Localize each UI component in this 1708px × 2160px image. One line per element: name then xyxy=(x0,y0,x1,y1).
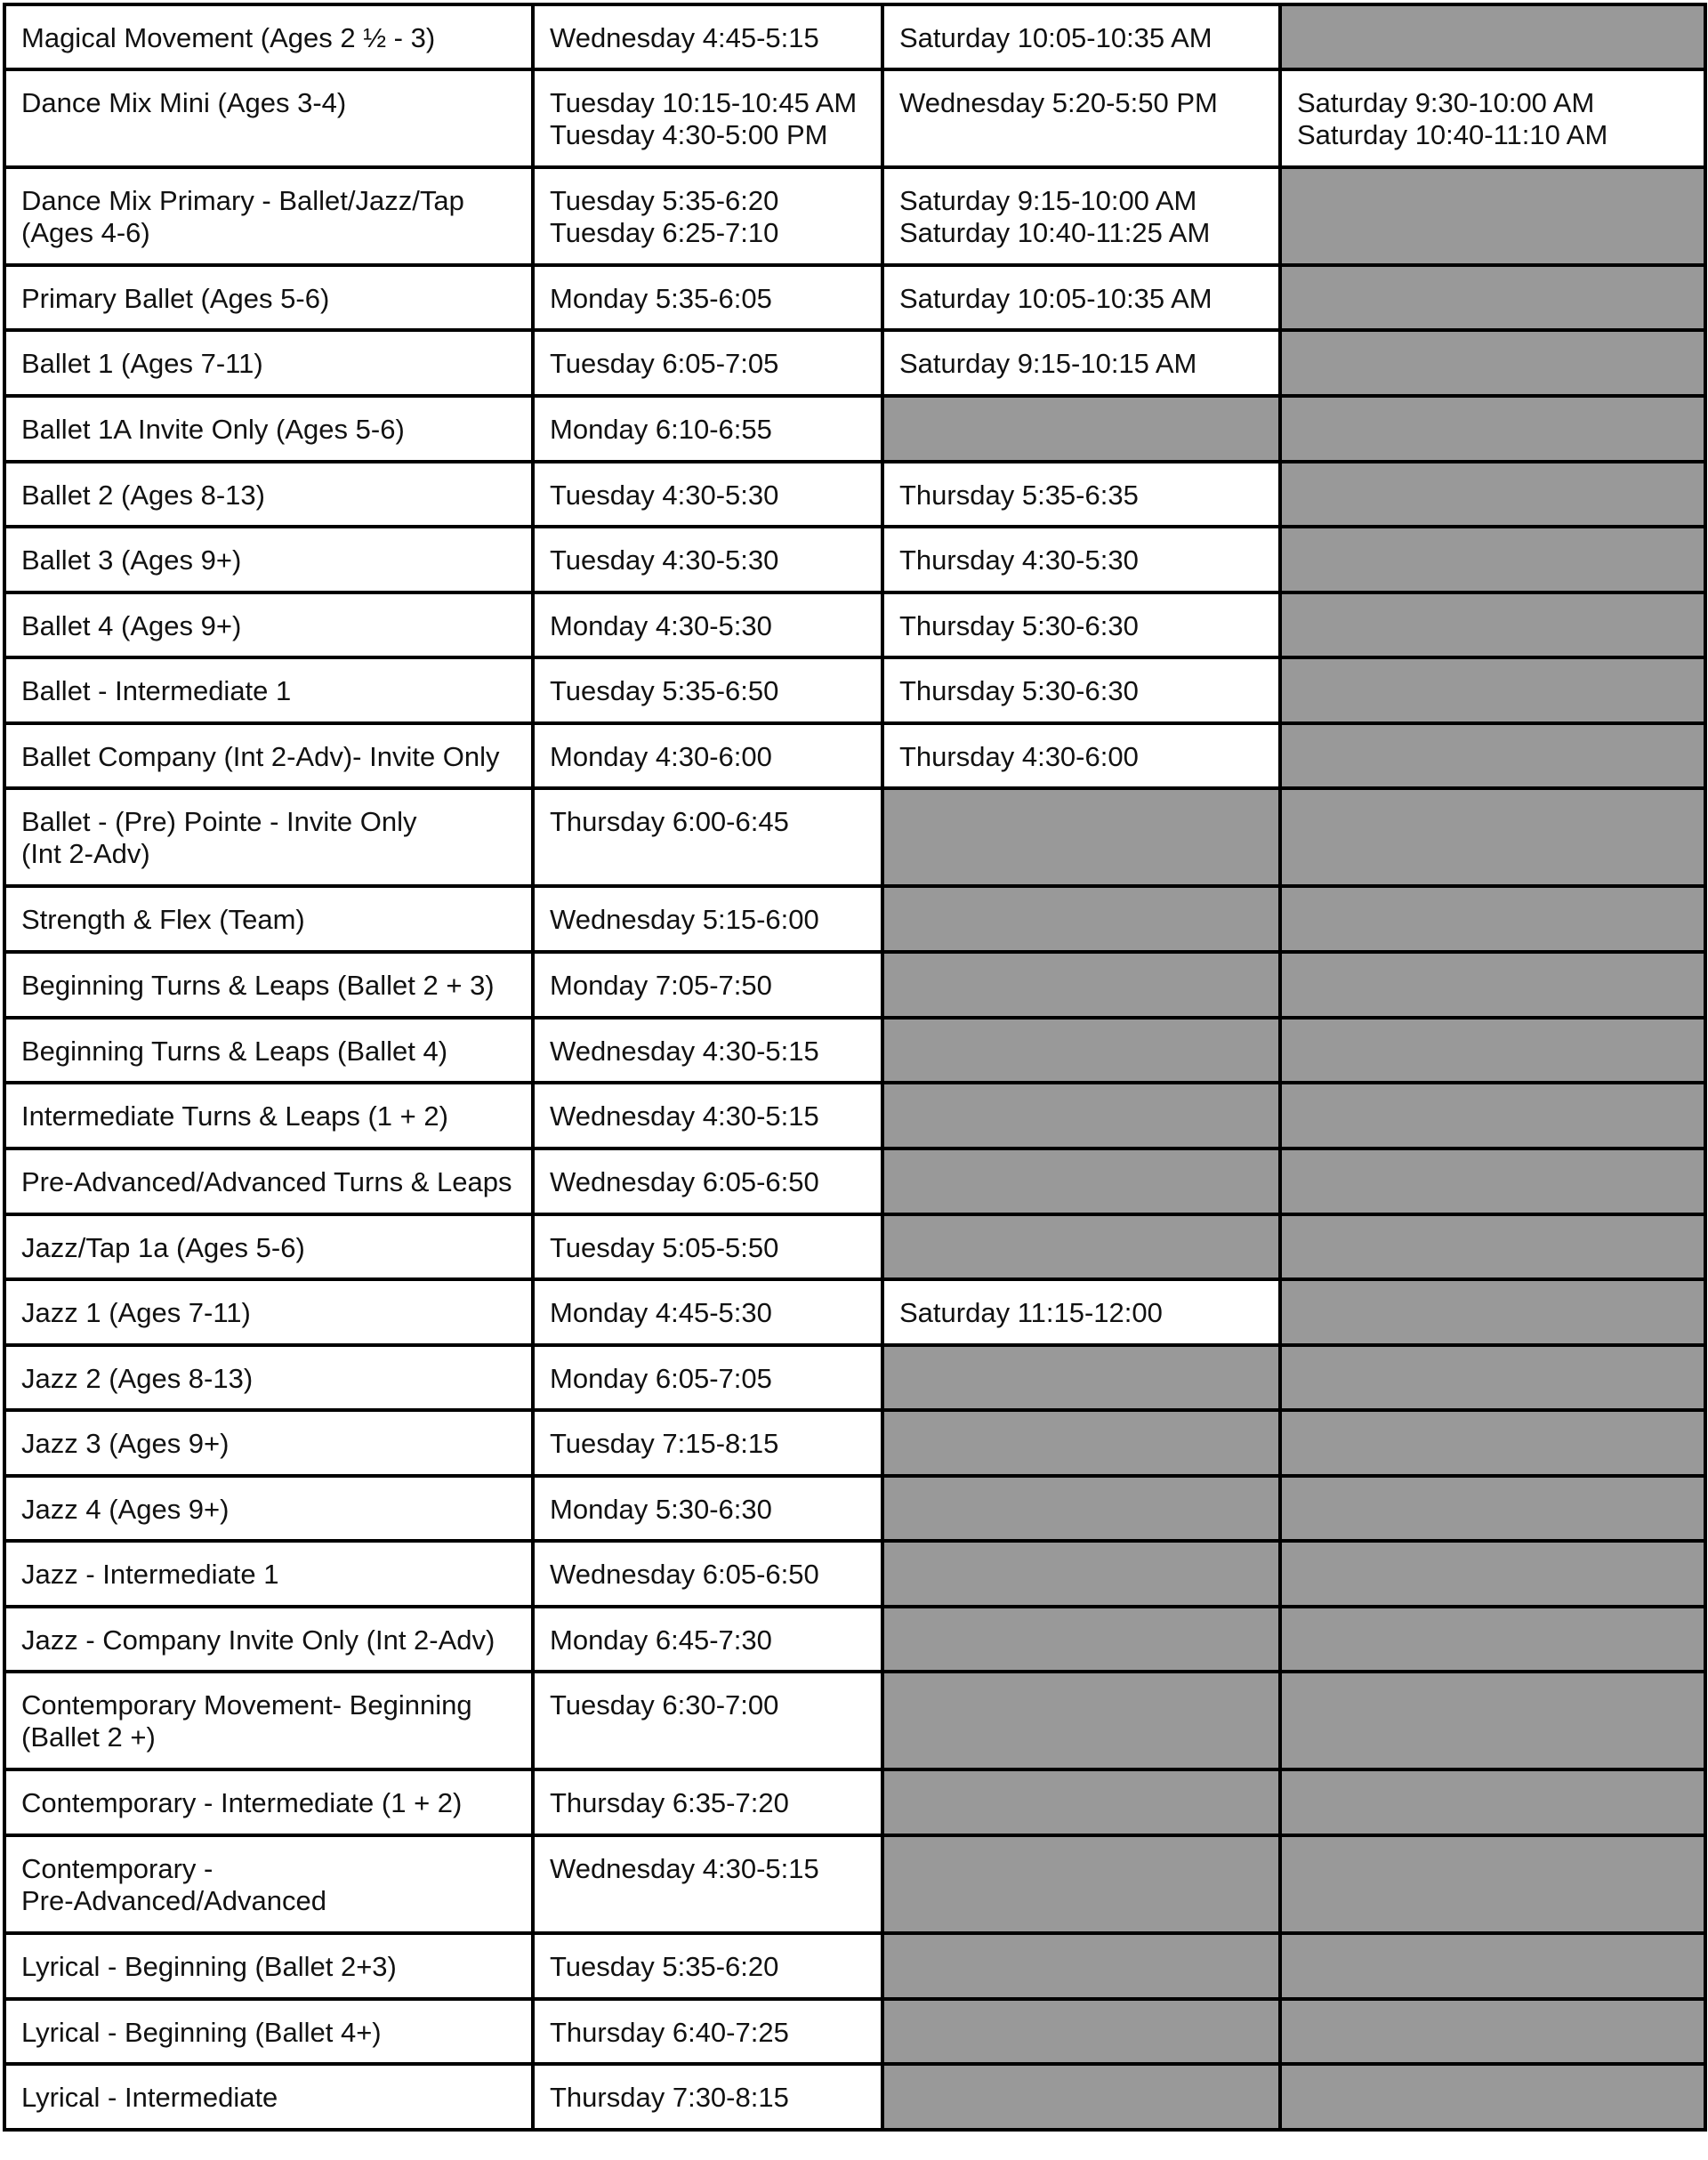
class-name-cell: Ballet 3 (Ages 9+) xyxy=(4,527,533,592)
class-name-cell: Lyrical - Beginning (Ballet 2+3) xyxy=(4,1933,533,1999)
schedule-row xyxy=(4,1541,1705,1607)
time-slot-2-cell xyxy=(882,1672,1280,1769)
time-slot-1-cell: Thursday 7:30-8:15 xyxy=(533,2064,882,2130)
time-slot-1-cell: Tuesday 7:15-8:15 xyxy=(533,1410,882,1476)
time-slot-2-cell xyxy=(882,1607,1280,1672)
schedule-row xyxy=(4,330,1705,396)
class-name-cell: Jazz - Company Invite Only (Int 2-Adv) xyxy=(4,1607,533,1672)
time-slot-1-cell: Tuesday 4:30-5:30 xyxy=(533,462,882,527)
time-slot-3-cell xyxy=(1280,1999,1705,2064)
class-name-cell: Ballet 2 (Ages 8-13) xyxy=(4,462,533,527)
time-slot-1-cell: Tuesday 5:05-5:50 xyxy=(533,1214,882,1279)
time-slot-3-cell xyxy=(1280,1410,1705,1476)
schedule-row xyxy=(4,462,1705,527)
time-slot-2-cell xyxy=(882,1345,1280,1410)
schedule-row xyxy=(4,886,1705,952)
time-slot-3-cell xyxy=(1280,788,1705,886)
time-slot-1-cell: Monday 6:45-7:30 xyxy=(533,1607,882,1672)
time-slot-1-cell: Tuesday 5:35-6:20 xyxy=(533,1933,882,1999)
time-slot-1-cell: Monday 4:45-5:30 xyxy=(533,1279,882,1345)
time-slot-3-cell xyxy=(1280,396,1705,462)
schedule-row xyxy=(4,2064,1705,2130)
time-slot-2-cell xyxy=(882,1410,1280,1476)
schedule-row xyxy=(4,1018,1705,1083)
schedule-row xyxy=(4,1769,1705,1835)
time-slot-1-cell: Monday 4:30-6:00 xyxy=(533,723,882,788)
class-name-cell: Jazz/Tap 1a (Ages 5-6) xyxy=(4,1214,533,1279)
schedule-row xyxy=(4,1083,1705,1149)
time-slot-3-cell xyxy=(1280,723,1705,788)
class-name-cell: Beginning Turns & Leaps (Ballet 4) xyxy=(4,1018,533,1083)
time-slot-2-cell xyxy=(882,1933,1280,1999)
time-slot-3-cell xyxy=(1280,1541,1705,1607)
schedule-row xyxy=(4,527,1705,592)
time-slot-1-cell: Wednesday 4:30-5:15 xyxy=(533,1083,882,1149)
time-slot-3-cell xyxy=(1280,330,1705,396)
time-slot-2-cell: Thursday 5:35-6:35 xyxy=(882,462,1280,527)
time-slot-3-cell xyxy=(1280,1607,1705,1672)
class-name-cell: Ballet - (Pre) Pointe - Invite Only (Int 2-Adv) xyxy=(4,788,533,886)
time-slot-2-cell: Wednesday 5:20-5:50 PM xyxy=(882,69,1280,167)
time-slot-3-cell xyxy=(1280,886,1705,952)
class-name-cell: Magical Movement (Ages 2 ½ - 3) xyxy=(4,4,533,69)
class-name-cell: Ballet 4 (Ages 9+) xyxy=(4,592,533,657)
time-slot-1-cell: Tuesday 10:15-10:45 AM Tuesday 4:30-5:00 PM xyxy=(533,69,882,167)
schedule-row xyxy=(4,723,1705,788)
time-slot-2-cell xyxy=(882,1476,1280,1541)
time-slot-1-cell: Wednesday 6:05-6:50 xyxy=(533,1541,882,1607)
time-slot-3-cell xyxy=(1280,4,1705,69)
time-slot-1-cell: Thursday 6:35-7:20 xyxy=(533,1769,882,1835)
schedule-row xyxy=(4,1149,1705,1214)
class-name-cell: Jazz 3 (Ages 9+) xyxy=(4,1410,533,1476)
time-slot-1-cell: Wednesday 5:15-6:00 xyxy=(533,886,882,952)
class-name-cell: Contemporary Movement- Beginning (Ballet 2 +) xyxy=(4,1672,533,1769)
class-name-cell: Ballet 1 (Ages 7-11) xyxy=(4,330,533,396)
time-slot-3-cell xyxy=(1280,1214,1705,1279)
schedule-row xyxy=(4,788,1705,886)
class-schedule-table xyxy=(3,3,1707,2132)
time-slot-1-cell: Tuesday 5:35-6:50 xyxy=(533,657,882,723)
class-name-cell: Lyrical - Beginning (Ballet 4+) xyxy=(4,1999,533,2064)
time-slot-3-cell xyxy=(1280,527,1705,592)
time-slot-2-cell xyxy=(882,952,1280,1018)
time-slot-3-cell xyxy=(1280,657,1705,723)
time-slot-1-cell: Tuesday 5:35-6:20 Tuesday 6:25-7:10 xyxy=(533,167,882,265)
class-name-cell: Contemporary - Intermediate (1 + 2) xyxy=(4,1769,533,1835)
class-name-cell: Ballet - Intermediate 1 xyxy=(4,657,533,723)
schedule-body xyxy=(4,4,1705,2130)
class-name-cell: Pre-Advanced/Advanced Turns & Leaps xyxy=(4,1149,533,1214)
time-slot-2-cell xyxy=(882,1835,1280,1933)
class-name-cell: Jazz - Intermediate 1 xyxy=(4,1541,533,1607)
time-slot-1-cell: Tuesday 6:05-7:05 xyxy=(533,330,882,396)
time-slot-1-cell: Wednesday 6:05-6:50 xyxy=(533,1149,882,1214)
time-slot-2-cell: Thursday 5:30-6:30 xyxy=(882,592,1280,657)
time-slot-3-cell: Saturday 9:30-10:00 AM Saturday 10:40-11:10 AM xyxy=(1280,69,1705,167)
time-slot-3-cell xyxy=(1280,167,1705,265)
time-slot-2-cell: Thursday 4:30-5:30 xyxy=(882,527,1280,592)
schedule-row xyxy=(4,592,1705,657)
time-slot-1-cell: Monday 6:05-7:05 xyxy=(533,1345,882,1410)
time-slot-3-cell xyxy=(1280,1672,1705,1769)
time-slot-1-cell: Tuesday 4:30-5:30 xyxy=(533,527,882,592)
schedule-row xyxy=(4,1214,1705,1279)
time-slot-3-cell xyxy=(1280,1476,1705,1541)
time-slot-1-cell: Monday 4:30-5:30 xyxy=(533,592,882,657)
class-name-cell: Contemporary - Pre-Advanced/Advanced xyxy=(4,1835,533,1933)
time-slot-2-cell xyxy=(882,788,1280,886)
class-name-cell: Dance Mix Mini (Ages 3-4) xyxy=(4,69,533,167)
schedule-row xyxy=(4,69,1705,167)
class-name-cell: Beginning Turns & Leaps (Ballet 2 + 3) xyxy=(4,952,533,1018)
schedule-row xyxy=(4,1476,1705,1541)
schedule-row xyxy=(4,1345,1705,1410)
time-slot-2-cell xyxy=(882,1769,1280,1835)
time-slot-2-cell: Saturday 9:15-10:00 AM Saturday 10:40-11:25 AM xyxy=(882,167,1280,265)
time-slot-1-cell: Wednesday 4:45-5:15 xyxy=(533,4,882,69)
schedule-row xyxy=(4,1279,1705,1345)
time-slot-2-cell xyxy=(882,1149,1280,1214)
time-slot-1-cell: Tuesday 6:30-7:00 xyxy=(533,1672,882,1769)
schedule-row xyxy=(4,657,1705,723)
time-slot-1-cell: Wednesday 4:30-5:15 xyxy=(533,1018,882,1083)
time-slot-3-cell xyxy=(1280,592,1705,657)
time-slot-1-cell: Monday 5:35-6:05 xyxy=(533,265,882,330)
class-name-cell: Dance Mix Primary - Ballet/Jazz/Tap (Ages 4-6) xyxy=(4,167,533,265)
time-slot-2-cell xyxy=(882,1541,1280,1607)
time-slot-2-cell: Saturday 9:15-10:15 AM xyxy=(882,330,1280,396)
time-slot-1-cell: Monday 6:10-6:55 xyxy=(533,396,882,462)
schedule-row xyxy=(4,396,1705,462)
time-slot-1-cell: Thursday 6:40-7:25 xyxy=(533,1999,882,2064)
time-slot-2-cell xyxy=(882,1018,1280,1083)
time-slot-3-cell xyxy=(1280,462,1705,527)
time-slot-2-cell: Saturday 10:05-10:35 AM xyxy=(882,265,1280,330)
class-name-cell: Ballet Company (Int 2-Adv)- Invite Only xyxy=(4,723,533,788)
class-name-cell: Lyrical - Intermediate xyxy=(4,2064,533,2130)
time-slot-2-cell: Thursday 5:30-6:30 xyxy=(882,657,1280,723)
time-slot-1-cell: Monday 5:30-6:30 xyxy=(533,1476,882,1541)
class-name-cell: Jazz 1 (Ages 7-11) xyxy=(4,1279,533,1345)
time-slot-2-cell xyxy=(882,1999,1280,2064)
schedule-row xyxy=(4,265,1705,330)
class-name-cell: Ballet 1A Invite Only (Ages 5-6) xyxy=(4,396,533,462)
time-slot-3-cell xyxy=(1280,1083,1705,1149)
time-slot-1-cell: Thursday 6:00-6:45 xyxy=(533,788,882,886)
schedule-row xyxy=(4,952,1705,1018)
time-slot-3-cell xyxy=(1280,1769,1705,1835)
schedule-row xyxy=(4,1933,1705,1999)
time-slot-3-cell xyxy=(1280,1149,1705,1214)
class-name-cell: Primary Ballet (Ages 5-6) xyxy=(4,265,533,330)
schedule-row xyxy=(4,1672,1705,1769)
schedule-row xyxy=(4,167,1705,265)
time-slot-2-cell xyxy=(882,396,1280,462)
time-slot-2-cell: Thursday 4:30-6:00 xyxy=(882,723,1280,788)
time-slot-1-cell: Wednesday 4:30-5:15 xyxy=(533,1835,882,1933)
time-slot-2-cell xyxy=(882,886,1280,952)
schedule-row xyxy=(4,1835,1705,1933)
time-slot-2-cell xyxy=(882,2064,1280,2130)
time-slot-2-cell xyxy=(882,1214,1280,1279)
class-name-cell: Intermediate Turns & Leaps (1 + 2) xyxy=(4,1083,533,1149)
time-slot-3-cell xyxy=(1280,265,1705,330)
time-slot-3-cell xyxy=(1280,952,1705,1018)
time-slot-2-cell xyxy=(882,1083,1280,1149)
schedule-row xyxy=(4,1607,1705,1672)
time-slot-1-cell: Monday 7:05-7:50 xyxy=(533,952,882,1018)
time-slot-3-cell xyxy=(1280,1835,1705,1933)
class-name-cell: Jazz 2 (Ages 8-13) xyxy=(4,1345,533,1410)
class-name-cell: Jazz 4 (Ages 9+) xyxy=(4,1476,533,1541)
schedule-row xyxy=(4,4,1705,69)
time-slot-3-cell xyxy=(1280,1279,1705,1345)
time-slot-3-cell xyxy=(1280,1933,1705,1999)
time-slot-2-cell: Saturday 10:05-10:35 AM xyxy=(882,4,1280,69)
schedule-row xyxy=(4,1410,1705,1476)
time-slot-3-cell xyxy=(1280,2064,1705,2130)
schedule-row xyxy=(4,1999,1705,2064)
time-slot-3-cell xyxy=(1280,1018,1705,1083)
time-slot-2-cell: Saturday 11:15-12:00 xyxy=(882,1279,1280,1345)
class-name-cell: Strength & Flex (Team) xyxy=(4,886,533,952)
time-slot-3-cell xyxy=(1280,1345,1705,1410)
